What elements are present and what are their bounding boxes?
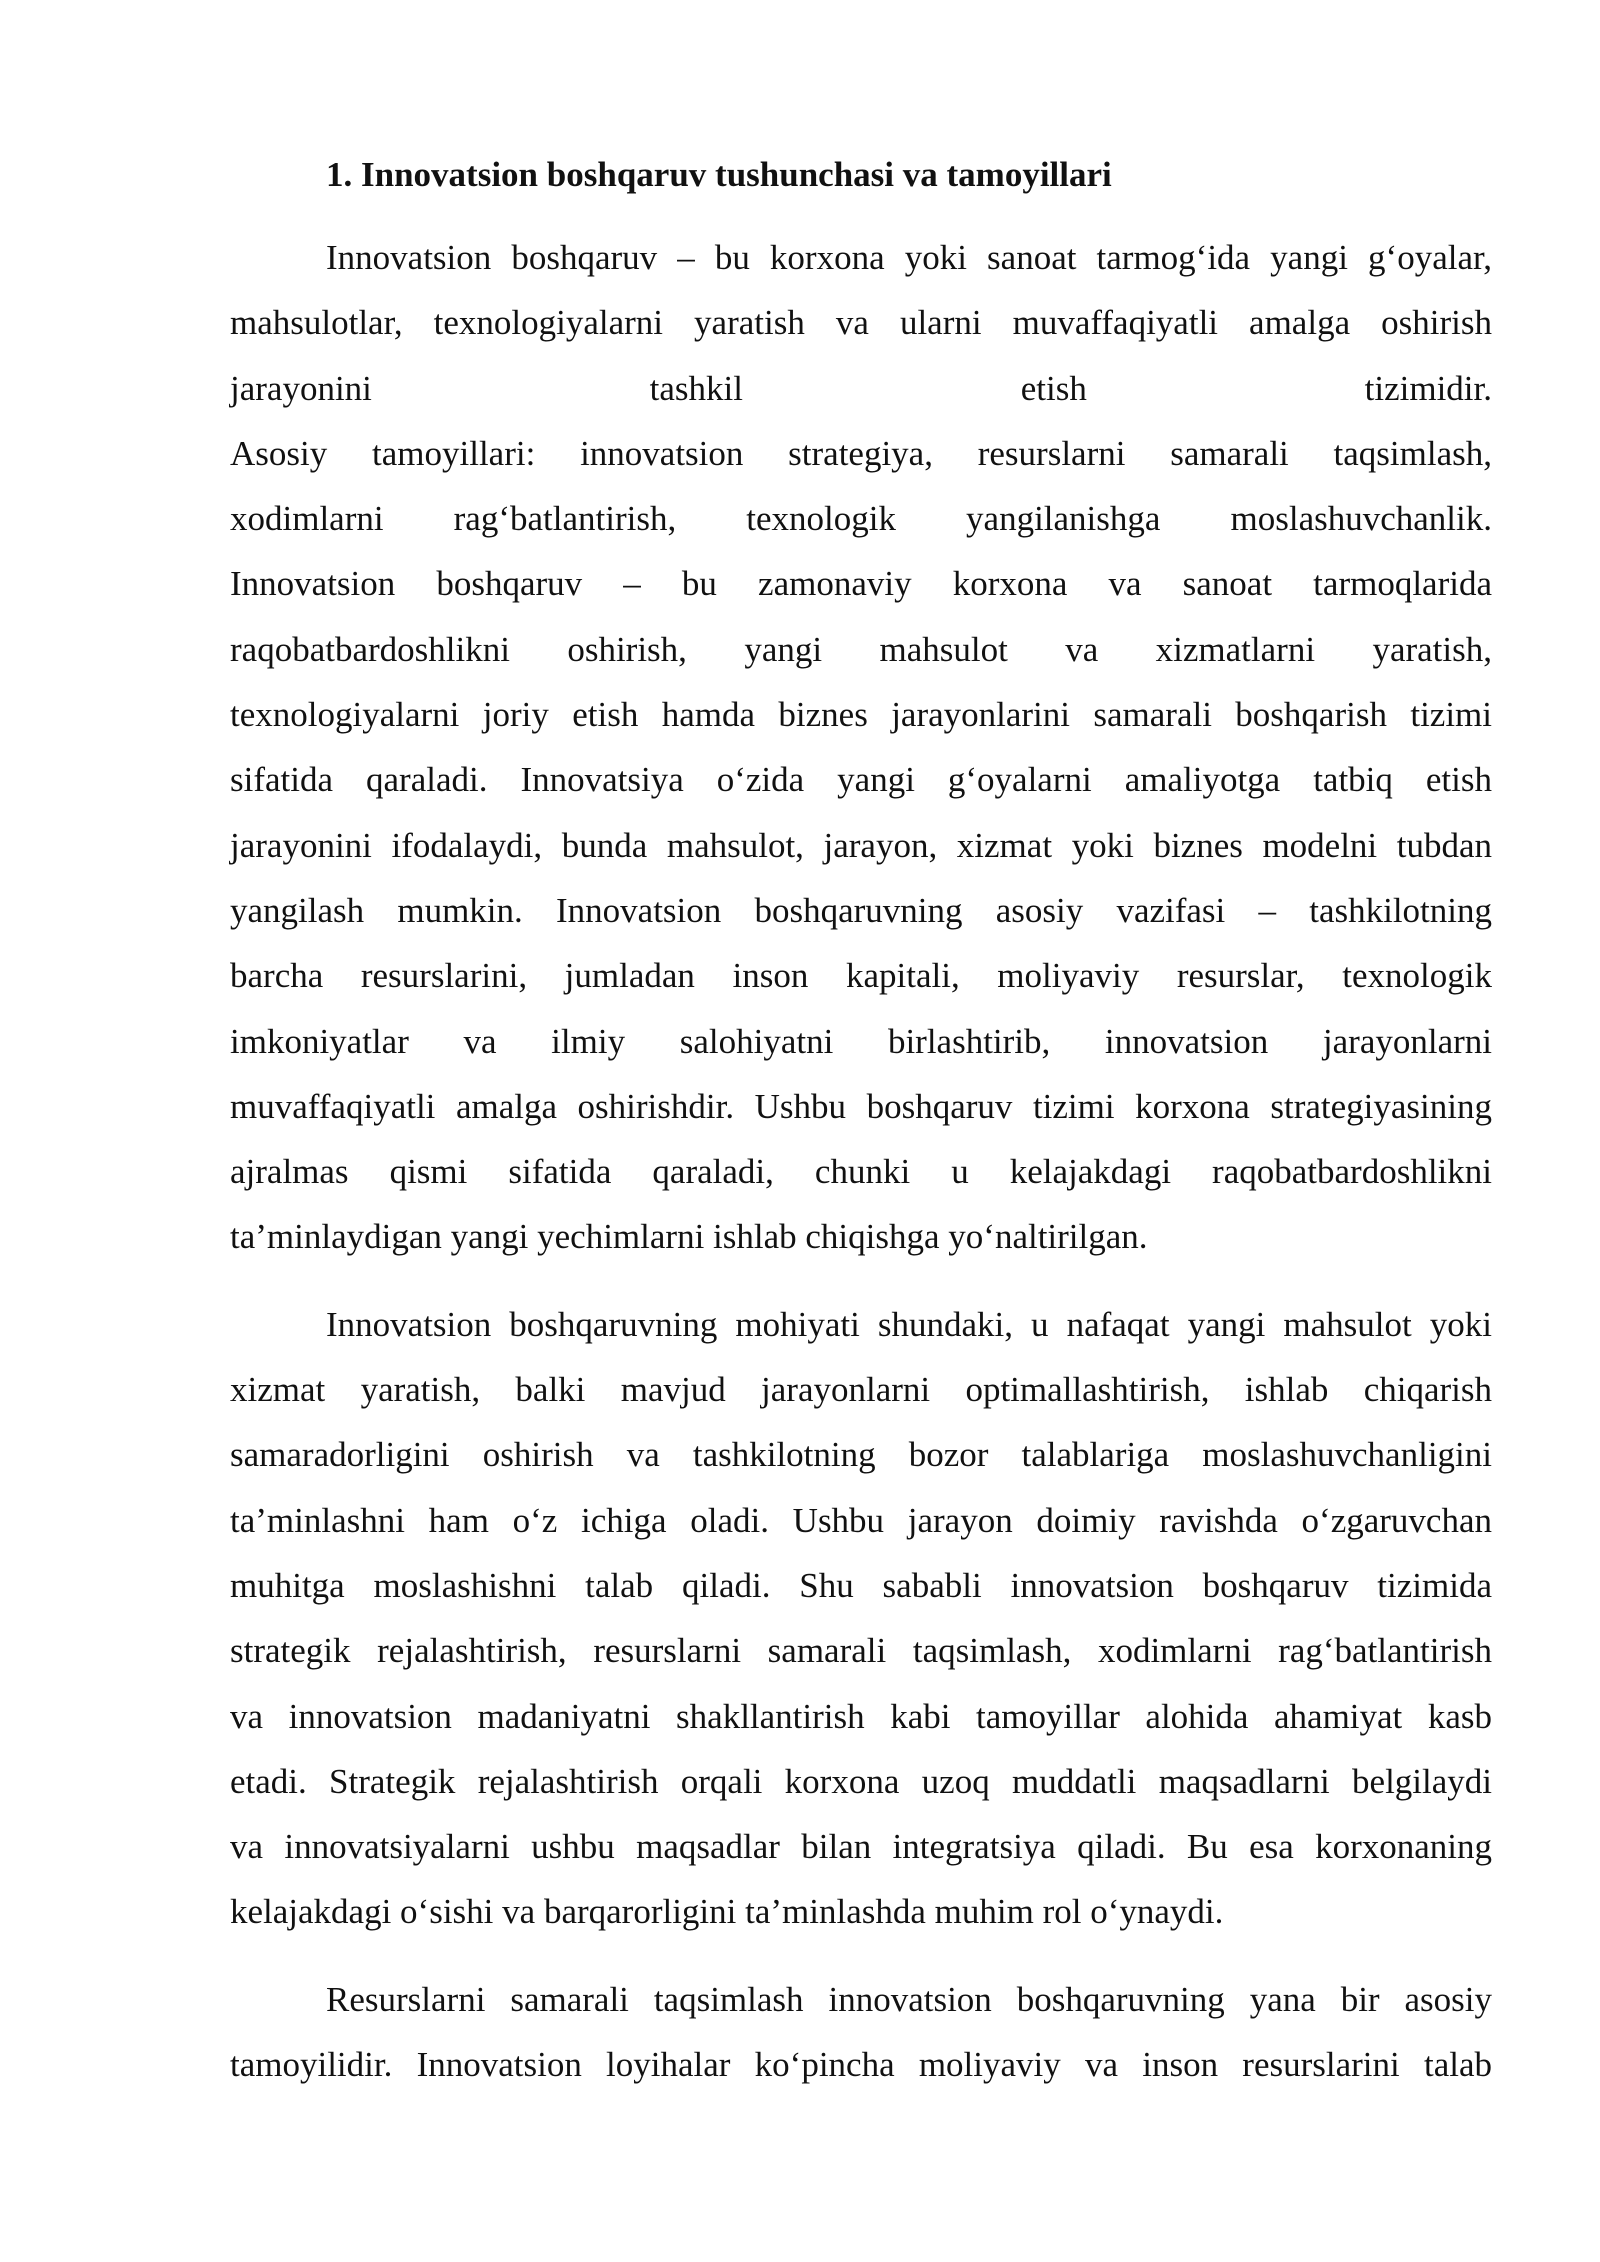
paragraph-line: tamoyilidir. Innovatsion loyihalar ko‘pincha moliyaviy va inson resurslarini talab — [230, 2045, 1492, 2085]
paragraph-line: texnologiyalarni joriy etish hamda biznes jarayonlarini samarali boshqarish tizimi — [230, 695, 1492, 735]
paragraph-line: xizmat yaratish, balki mavjud jarayonlarni optimallashtirish, ishlab chiqarish — [230, 1370, 1492, 1410]
paragraph-3 — [230, 1967, 1492, 2098]
paragraph-line: ajralmas qismi sifatida qaraladi, chunki u kelajakdagi raqobatbardoshlikni — [230, 1152, 1492, 1192]
paragraph-line: Resurslarni samarali taqsimlash innovatsion boshqaruvning yana bir asosiy — [326, 1979, 1492, 2019]
paragraph-line: yangilash mumkin. Innovatsion boshqaruvning asosiy vazifasi – tashkilotning — [230, 890, 1492, 930]
paragraph-line: sifatida qaraladi. Innovatsiya o‘zida yangi g‘oyalarni amaliyotga tatbiq etish — [230, 760, 1492, 800]
paragraph-line: etadi. Strategik rejalashtirish orqali korxona uzoq muddatli maqsadlarni belgilaydi — [230, 1761, 1492, 1801]
paragraph-line: raqobatbardoshlikni oshirish, yangi mahsulot va xizmatlarni yaratish, — [230, 629, 1492, 669]
paragraph-1 — [230, 225, 1492, 1270]
paragraph-line: jarayonini ifodalaydi, bunda mahsulot, jarayon, xizmat yoki biznes modelni tubdan — [230, 825, 1492, 865]
paragraph-line: kelajakdagi o‘sishi va barqarorligini ta’minlashda muhim rol o‘ynaydi. — [230, 1892, 1224, 1932]
section-heading: 1. Innovatsion boshqaruv tushunchasi va tamoyillari — [326, 155, 1112, 194]
paragraph-line: imkoniyatlar va ilmiy salohiyatni birlashtirib, innovatsion jarayonlarni — [230, 1021, 1492, 1061]
paragraph-line: Innovatsion boshqaruv – bu zamonaviy korxona va sanoat tarmoqlarida — [230, 564, 1492, 604]
paragraph-line: Asosiy tamoyillari: innovatsion strategiya, resurslarni samarali taqsimlash, — [230, 433, 1492, 473]
paragraph-line: mahsulotlar, texnologiyalarni yaratish va ularni muvaffaqiyatli amalga oshirish — [230, 303, 1492, 343]
paragraph-2 — [230, 1292, 1492, 1945]
paragraph-line: ta’minlaydigan yangi yechimlarni ishlab chiqishga yo‘naltirilgan. — [230, 1217, 1148, 1257]
paragraph-line: strategik rejalashtirish, resurslarni samarali taqsimlash, xodimlarni rag‘batlantirish — [230, 1631, 1492, 1671]
paragraph-line: Innovatsion boshqaruv – bu korxona yoki sanoat tarmog‘ida yangi g‘oyalar, — [326, 238, 1492, 277]
paragraph-line: Innovatsion boshqaruvning mohiyati shundaki, u nafaqat yangi mahsulot yoki — [326, 1304, 1492, 1344]
paragraph-line: samaradorligini oshirish va tashkilotning bozor talablariga moslashuvchanligini — [230, 1435, 1492, 1475]
paragraph-line: jarayonini tashkil etish tizimidir. — [230, 368, 1492, 408]
paragraph-line: barcha resurslarini, jumladan inson kapitali, moliyaviy resurslar, texnologik — [230, 956, 1492, 996]
paragraph-line: muhitga moslashishni talab qiladi. Shu sababli innovatsion boshqaruv tizimida — [230, 1565, 1492, 1605]
paragraph-line: va innovatsiyalarni ushbu maqsadlar bilan integratsiya qiladi. Bu esa korxonaning — [230, 1827, 1492, 1867]
paragraph-line: va innovatsion madaniyatni shakllantirish kabi tamoyillar alohida ahamiyat kasb — [230, 1696, 1492, 1736]
paragraph-line: xodimlarni rag‘batlantirish, texnologik yangilanishga moslashuvchanlik. — [230, 499, 1492, 539]
paragraph-line: ta’minlashni ham o‘z ichiga oladi. Ushbu jarayon doimiy ravishda o‘zgaruvchan — [230, 1500, 1492, 1540]
paragraph-line: muvaffaqiyatli amalga oshirishdir. Ushbu boshqaruv tizimi korxona strategiyasining — [230, 1086, 1492, 1126]
document-page — [230, 150, 1492, 2119]
